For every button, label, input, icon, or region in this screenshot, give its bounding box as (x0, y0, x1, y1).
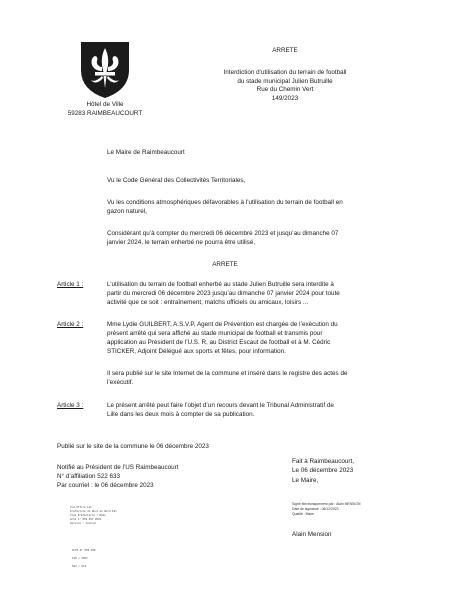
weather-clause-line-1: Vu les conditions atmosphériques défavorables à l’utilisation du terrain de football en (107, 199, 343, 206)
article-2-line-3: application au Président de l’U.S. R, au District Escaut de football et à M. Cédric (107, 339, 331, 346)
prefecture-stamp (70, 506, 140, 574)
article-2-label: Article 2 : (57, 321, 84, 328)
subject-line-1: Interdiction d’utilisation du terrain de football (223, 69, 347, 76)
article-3-line-2: Lille dans les deux mois à compter de sa publication. (107, 411, 255, 418)
considering-line-2: janvier 2024, le terrain enherbé ne pourra être utilisé, (107, 239, 256, 246)
done-at-line-2: Le 06 décembre 2023 (292, 467, 354, 474)
digital-signature-line-2: Date de signature : 06/12/2023 (292, 507, 339, 511)
stamp-footer-line: ACTE N° 059 498 (72, 549, 96, 552)
stamp-line: Préfecture du Nord et Nord Est (70, 510, 117, 513)
town-address: 59283 RAIMBEAUCOURT (67, 110, 143, 117)
article-1-line-1: L’utilisation du terrain de football enherbé au stade Julien Butruille sera interdite à (107, 281, 334, 288)
decision-title: ARRETE (212, 261, 238, 268)
notified-line-1: Notifié au Président de l’US Raimbeaucourt (57, 464, 179, 471)
article-2-line-2: présent arrêté qui sera affiché au stade municipal de football et transmis pour (107, 330, 323, 337)
digital-signature-line-1: Signé électroniquement par : Alain MENSION (292, 502, 361, 506)
stamp-footer-line: 522 / 633 (72, 565, 87, 568)
publication-note-line-1: Il sera publié sur le site Internet de la commune et inséré dans le registre des actes de (107, 370, 348, 377)
document-type: ARRETE (272, 47, 298, 54)
article-1-label: Article 1 : (57, 281, 84, 288)
article-1-line-3: activité que ce soit : entraînement, matchs officiels ou amicaux, loisirs ... (107, 299, 309, 306)
publication-note-line-2: l’exécutif. (107, 379, 134, 386)
article-2-line-1: Mme Lydie GUILBERT, A.S.V.P, Agent de Prévention est chargée de l’exécution du (107, 321, 338, 328)
stamp-line: Service : Central (70, 522, 97, 525)
signer-name: Alain Mension (292, 531, 332, 538)
notified-line-2: N° d’affiliation 522 633 (57, 473, 120, 480)
publication-date: Publié sur le site de la commune le 06 décembre 2023 (57, 443, 209, 450)
subject-line-2: du stade municipal Julien Butruille (237, 77, 333, 85)
article-1-line-2: partir du mercredi 06 décembre 2023 jusqu’au dimanche 07 janvier 2024 pour toute (107, 290, 340, 297)
considering-line-1: Considérant qu’à compter du mercredi 06 décembre 2023 et jusqu’au dimanche 07 (107, 230, 339, 237)
town-hall-label: Hôtel de Ville (86, 101, 124, 108)
stamp-line: Visa Préfectoral / DGCL (70, 514, 106, 517)
stamp-line: Acte n° 059 497 2023 (70, 518, 102, 521)
digital-signature-line-3: Qualité : Maire (292, 512, 315, 516)
article-3-label: Article 3 : (57, 402, 84, 409)
fleur-de-lis-crest-icon (78, 40, 132, 100)
stamp-line: Via Office Lat (70, 506, 92, 509)
weather-clause-line-2: gazon naturel, (107, 208, 147, 215)
mayor-heading: Le Maire de Raimbeaucourt (107, 149, 185, 156)
decree-number: 149/2023 (271, 94, 299, 102)
mayor-signature-title: Le Maire, (292, 477, 319, 484)
article-3-line-1: Le présent arrêté peut faire l’objet d’un recours devant le Tribunal Administratif de (107, 402, 334, 409)
notified-line-3: Par courriel : le 06 décembre 2023 (57, 482, 154, 489)
done-at-line-1: Fait à Raimbeaucourt, (292, 458, 354, 465)
stamp-footer-line: 149 / 2023 (72, 557, 88, 560)
subject-line-3: Rue du Chemin Vert (256, 86, 314, 93)
article-2-line-4: STICKER, Adjoint Délégué aux sports et fêtes, pour information. (107, 348, 286, 355)
legal-basis: Vu le Code Général des Collectivités Territoriales, (107, 177, 246, 184)
